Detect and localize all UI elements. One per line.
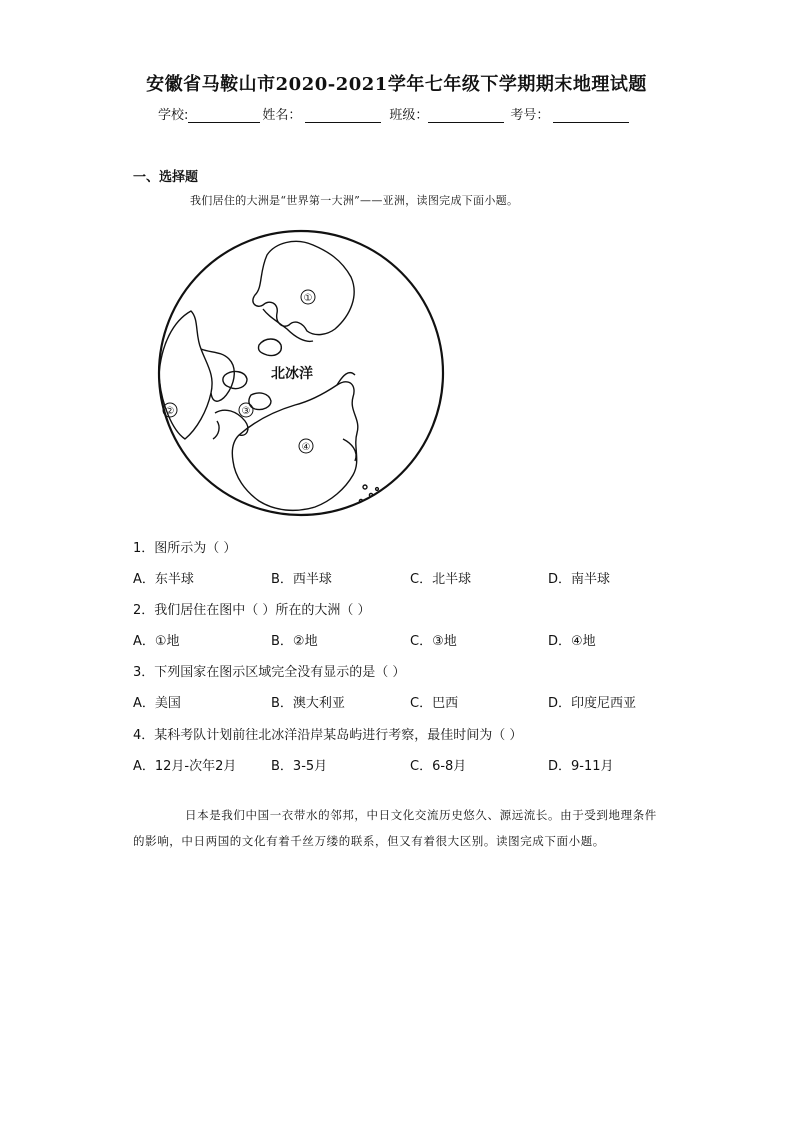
student-info-line xyxy=(158,104,631,123)
q4-option-a[interactable]: A．12月-次年2月 xyxy=(133,759,237,774)
japan-intro-paragraph: 日本是我们中国一衣带水的邻邦，中日文化交流历史悠久、源远流长。由于受到地理条件的影响，中日两国的文化有着千丝万缕的联系，但又有着很大区别。读图完成下面小题。 xyxy=(133,808,657,848)
page-title: 安徽省马鞍山市2020-2021学年七年级下学期期末地理试题 xyxy=(146,74,647,95)
q1-option-b[interactable]: B．西半球 xyxy=(271,572,332,587)
question-2: 2．我们居住在图中（ ）所在的大洲（ ） xyxy=(133,603,371,618)
q4-option-c[interactable]: C．6-8月 xyxy=(410,759,467,774)
school-blank[interactable] xyxy=(188,110,260,123)
name-label: 姓名： xyxy=(262,108,302,123)
intro-text: 我们居住的大洲是“世界第一大洲”——亚洲，读图完成下面小题。 xyxy=(190,194,519,207)
q1-option-d[interactable]: D．南半球 xyxy=(548,572,611,587)
number-label: 考号： xyxy=(510,108,550,123)
q4-option-d[interactable]: D．9-11月 xyxy=(548,759,614,774)
question-4: 4．某科考队计划前往北冰洋沿岸某岛屿进行考察，最佳时间为（ ） xyxy=(133,728,523,743)
q3-option-b[interactable]: B．澳大利亚 xyxy=(271,696,345,711)
q1-option-c[interactable]: C．北半球 xyxy=(410,572,472,587)
class-blank[interactable] xyxy=(428,110,504,123)
q2-option-c[interactable]: C．③地 xyxy=(410,634,457,649)
name-blank[interactable] xyxy=(305,110,381,123)
marker-3: ③ xyxy=(241,406,251,417)
number-blank[interactable] xyxy=(553,110,629,123)
marker-4: ④ xyxy=(301,442,311,453)
marker-2: ② xyxy=(165,406,175,417)
class-label: 班级： xyxy=(389,108,429,123)
q3-option-a[interactable]: A．美国 xyxy=(133,696,181,711)
section-heading: 一、选择题 xyxy=(133,170,199,185)
marker-1: ① xyxy=(303,293,313,304)
question-1: 1．图所示为（ ） xyxy=(133,541,237,556)
q2-option-b[interactable]: B．②地 xyxy=(271,634,318,649)
q1-option-a[interactable]: A．东半球 xyxy=(133,572,194,587)
q4-option-b[interactable]: B．3-5月 xyxy=(271,759,328,774)
q2-option-a[interactable]: A．①地 xyxy=(133,634,180,649)
question-3: 3．下列国家在图示区域完全没有显示的是（ ） xyxy=(133,665,406,680)
school-label: 学校: xyxy=(158,108,189,123)
arctic-map xyxy=(155,225,447,521)
q2-option-d[interactable]: D．④地 xyxy=(548,634,596,649)
ocean-label: 北冰洋 xyxy=(271,366,313,382)
q3-option-c[interactable]: C．巴西 xyxy=(410,696,459,711)
q3-option-d[interactable]: D．印度尼西亚 xyxy=(548,696,637,711)
